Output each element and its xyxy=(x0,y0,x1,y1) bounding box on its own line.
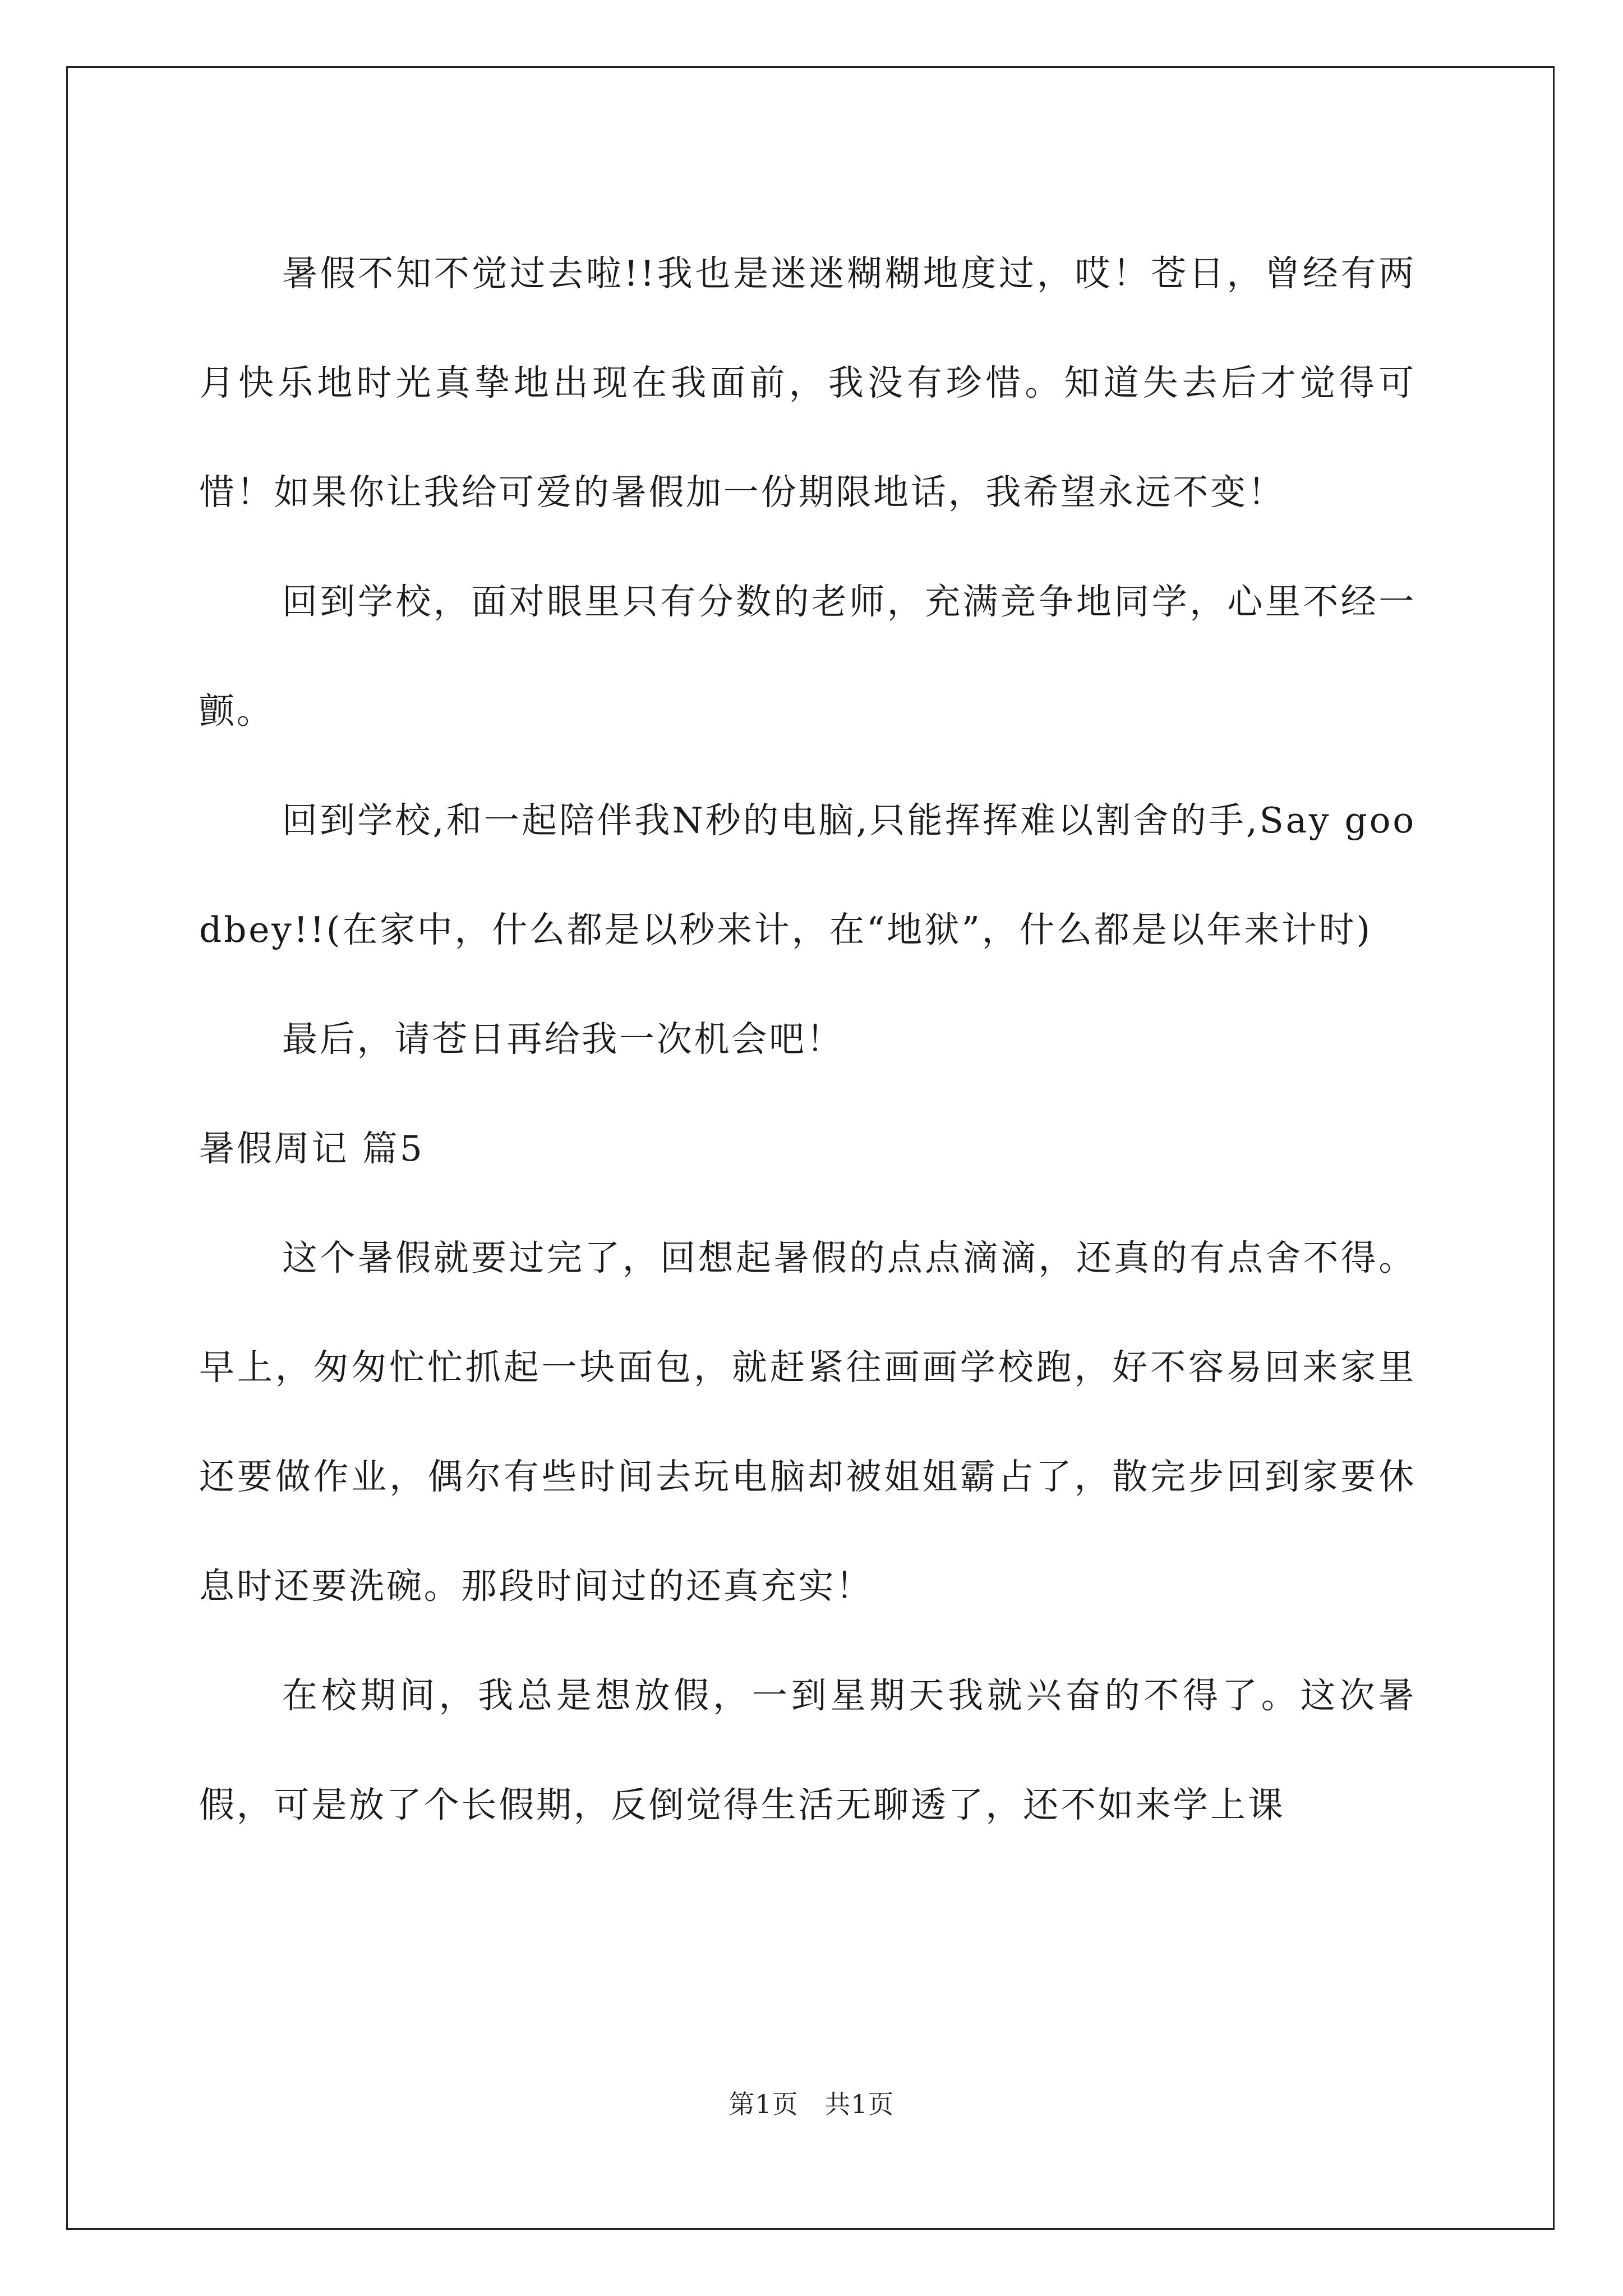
paragraph-4: 最后，请苍日再给我一次机会吧！ xyxy=(282,1019,844,1060)
page-footer xyxy=(0,2084,1623,2121)
paragraph-3: 回到学校,和一起陪伴我N秒的电脑,只能挥挥难以割舍的手,Say goodbey!!(在家中，什么都是以秒来计，在“地狱”，什么都是以年来计时) xyxy=(199,800,1416,950)
section-heading: 暑假周记 篇5 xyxy=(199,1128,425,1169)
page-number: 第1页 xyxy=(728,2089,799,2119)
paragraph-2: 回到学校，面对眼里只有分数的老师，充满竞争地同学，心里不经一颤。 xyxy=(199,581,1416,731)
document-body xyxy=(199,219,1416,1860)
paragraph-1: 暑假不知不觉过去啦!!我也是迷迷糊糊地度过，哎！苍日，曾经有两月快乐地时光真挚地出现在我面前，我没有珍惜。知道失去后才觉得可惜！如果你让我给可爱的暑假加一份期限地话，我希望永远不变！ xyxy=(199,253,1416,513)
page-total: 共1页 xyxy=(824,2089,895,2119)
paragraph-6: 在校期间，我总是想放假，一到星期天我就兴奋的不得了。这次暑假，可是放了个长假期，反倒觉得生活无聊透了，还不如来学上课 xyxy=(199,1675,1416,1825)
paragraph-5: 这个暑假就要过完了，回想起暑假的点点滴滴，还真的有点舍不得。早上，匆匆忙忙抓起一块面包，就赶紧往画画学校跑，好不容易回来家里还要做作业，偶尔有些时间去玩电脑却被姐姐霸占了，散完步回到家要休息时还要洗碗。那段时间过的还真充实！ xyxy=(199,1237,1416,1607)
